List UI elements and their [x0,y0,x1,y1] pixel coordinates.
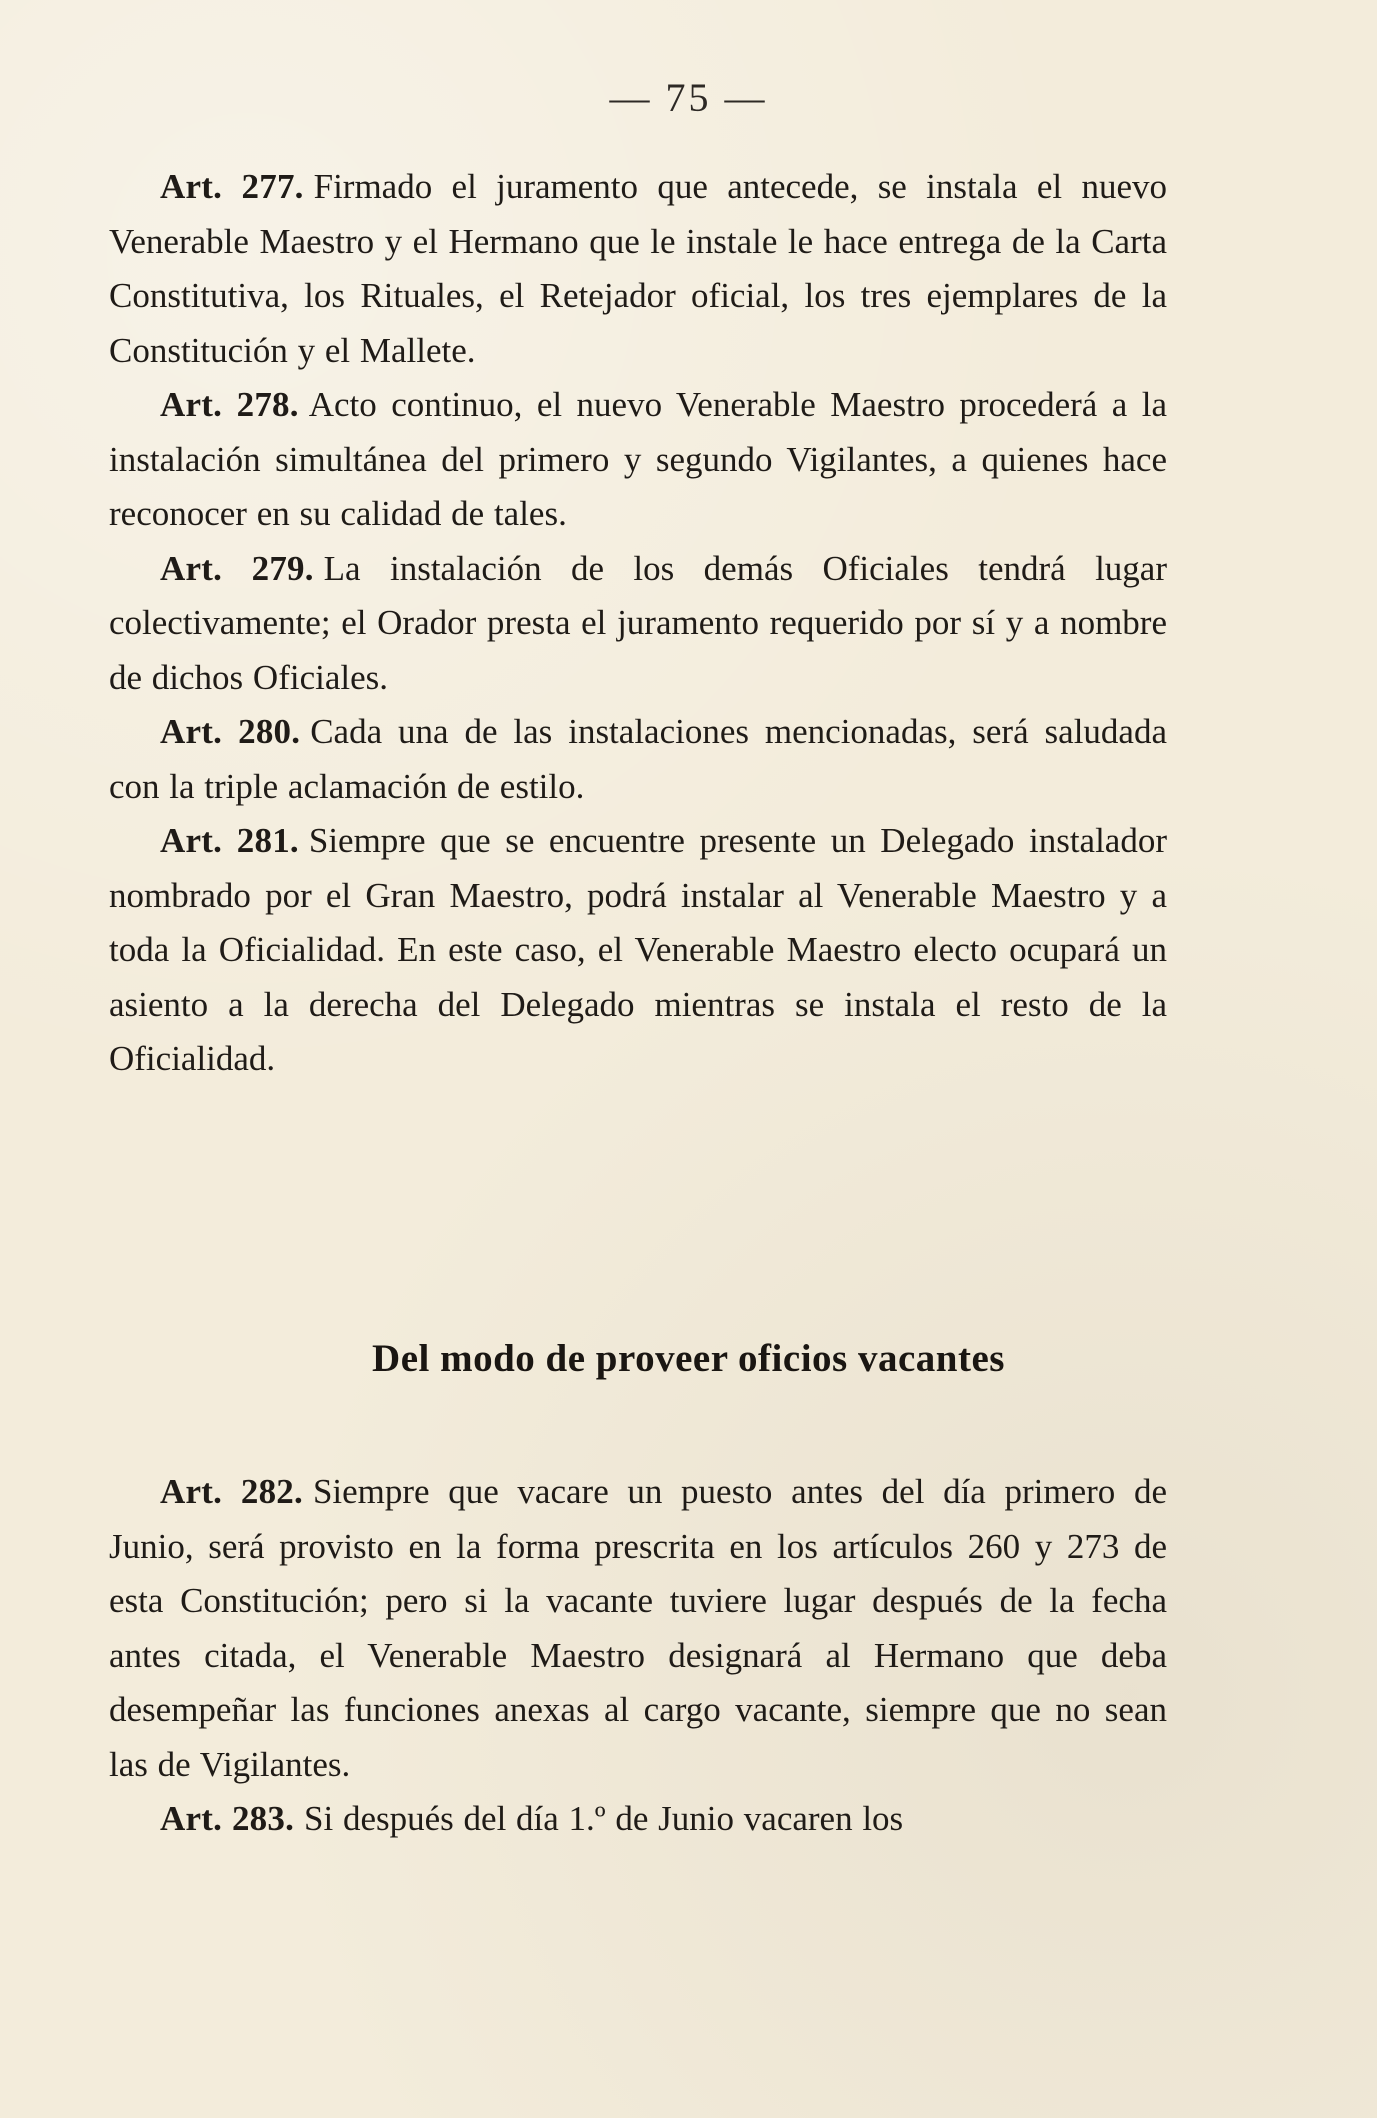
article-text: Acto continuo, el nuevo Venerable Maestro procederá a la instalación simultánea del primero y segundo Vigilantes, a quienes hace reconocer en su calidad de tales. [109,385,1167,533]
article-label: Art. 279. [160,548,314,588]
articles-top-block [109,160,1167,1087]
article-label: Art. 277. [160,167,304,206]
article-279 [109,542,1167,706]
article-280 [109,705,1167,814]
page-number: — 75 — [609,75,768,120]
article-283 [109,1792,1167,1847]
article-277 [109,160,1167,378]
article-text: La instalación de los demás Oficiales tendrá lugar colectivamente; el Orador presta el juramento requerido por sí y a nombre de dichos Oficiales. [109,548,1167,697]
article-text: Firmado el juramento que antecede, se instala el nuevo Venerable Maestro y el Hermano que le instale le hace entrega de la Carta Constitutiva, los Rituales, el Retejador oficial, los tres ejemplares de la Constitución y el Mallete. [109,167,1167,370]
article-label: Art. 278. [160,385,299,424]
article-label: Art. 282. [160,1472,303,1511]
article-281 [109,814,1167,1087]
article-label: Art. 283. [160,1799,295,1838]
article-282 [109,1465,1167,1792]
articles-bottom-block [109,1465,1167,1847]
article-text: Siempre que se encuentre presente un Delegado instalador nombrado por el Gran Maestro, podrá instalar al Venerable Maestro y a toda la Oficialidad. En este caso, el Venerable Maestro electo ocupará un asiento a la derecha del Delegado mientras se instala el resto de la Oficialidad. [109,821,1167,1078]
article-text: Si después del día 1.º de Junio vacaren los [304,1799,904,1838]
article-text: Cada una de las instalaciones mencionadas, será saludada con la triple aclamación de estilo. [109,712,1167,806]
article-label: Art. 280. [160,712,301,751]
article-278 [109,378,1167,542]
section-heading: Del modo de proveer oficios vacantes [372,1337,1005,1380]
article-label: Art. 281. [160,821,299,860]
article-text: Siempre que vacare un puesto antes del día primero de Junio, será provisto en la forma prescrita en los artículos 260 y 273 de esta Constitución; pero si la vacante tuviere lugar después de la fecha antes citada, el Venerable Maestro designará al Hermano que deba desempeñar las funciones anexas al cargo vacante, siempre que no sean las de Vigilantes. [109,1472,1167,1784]
